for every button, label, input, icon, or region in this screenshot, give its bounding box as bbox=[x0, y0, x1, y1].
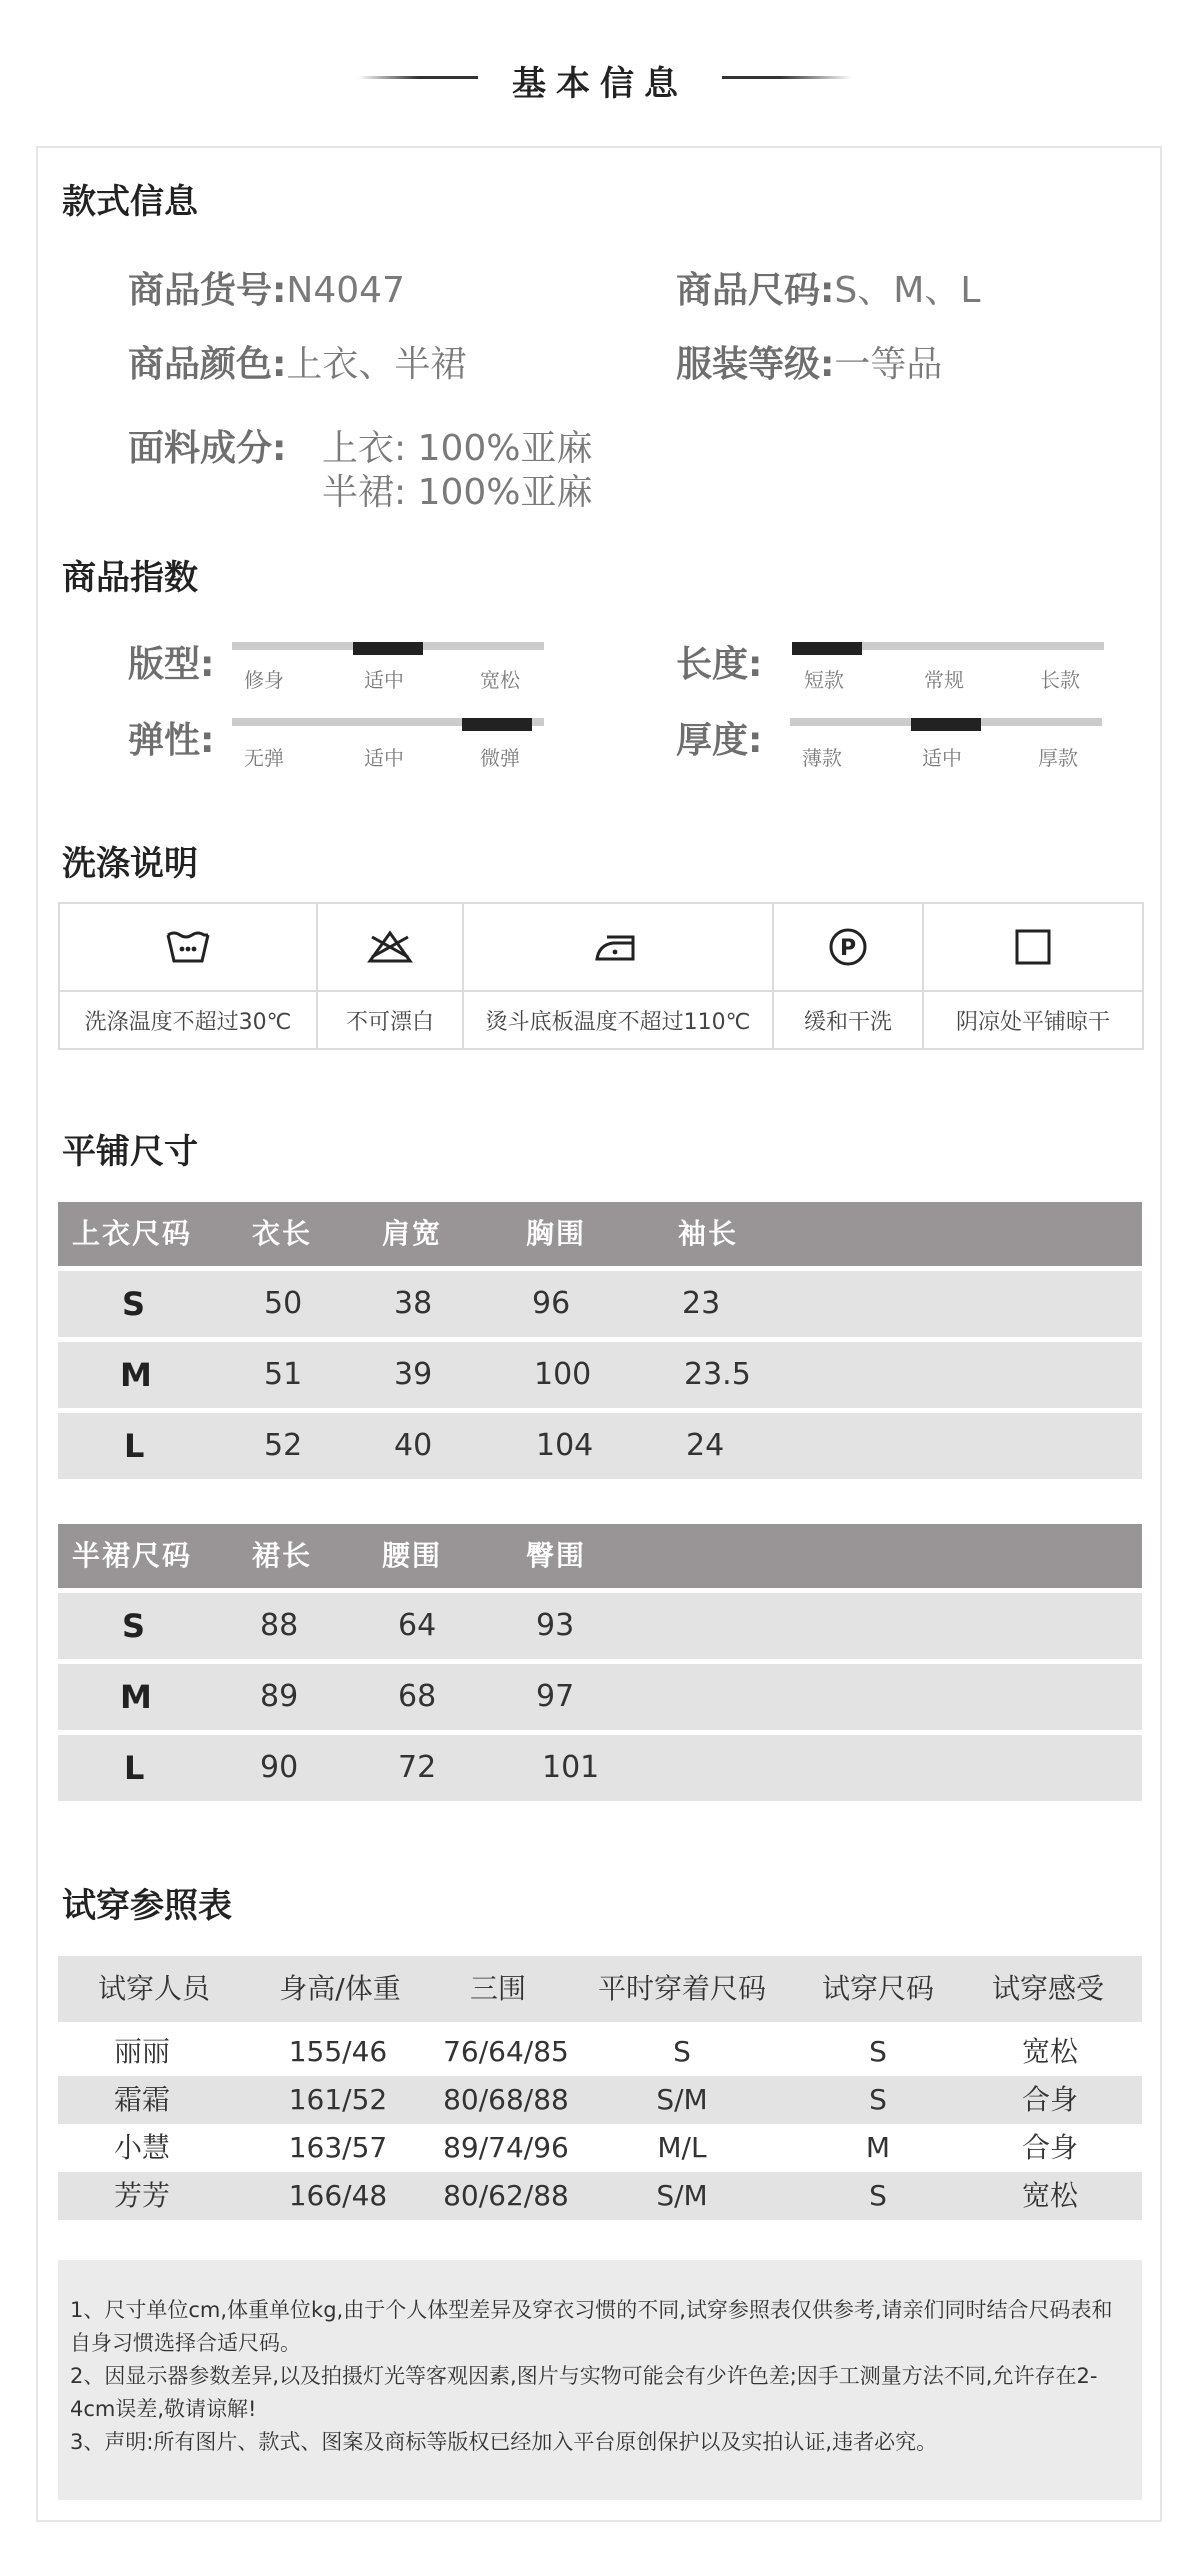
table-cell: 52 bbox=[264, 1428, 303, 1463]
table-cell: S bbox=[869, 2179, 887, 2212]
table-cell: 89/74/96 bbox=[443, 2131, 569, 2164]
length-scale-track bbox=[792, 642, 1104, 650]
notes-box bbox=[58, 2260, 1142, 2500]
size-cell: L bbox=[124, 1749, 145, 1787]
length-tick-1: 常规 bbox=[924, 668, 964, 692]
note-3: 3、声明:所有图片、款式、图案及商标等版权已经加入平台原创保护以及实拍认证,违者必究。 bbox=[70, 2430, 938, 2454]
table-cell: 166/48 bbox=[288, 2179, 388, 2212]
table-cell: M/L bbox=[657, 2131, 707, 2164]
table-cell: 88 bbox=[260, 1608, 299, 1643]
table-row bbox=[58, 1342, 1142, 1408]
table-cell: 72 bbox=[398, 1750, 437, 1785]
fabric-label: 面料成分: bbox=[128, 428, 287, 469]
table-row bbox=[58, 1735, 1142, 1801]
table-row bbox=[58, 1664, 1142, 1730]
dry-clean-p-icon bbox=[824, 925, 872, 969]
table-cell: 芳芳 bbox=[113, 2179, 171, 2212]
size-value: S、M、L bbox=[834, 270, 981, 311]
length-tick-2: 长款 bbox=[1040, 668, 1080, 692]
table-cell: 64 bbox=[398, 1608, 437, 1643]
table-header-row bbox=[58, 1202, 1142, 1266]
care-icon-cell bbox=[59, 903, 317, 991]
table-cell: S bbox=[673, 2035, 691, 2068]
size-cell: S bbox=[122, 1607, 146, 1645]
table-cell: 小慧 bbox=[113, 2131, 171, 2164]
care-text: 洗涤温度不超过30℃ bbox=[59, 991, 317, 1049]
table-cell: 39 bbox=[394, 1357, 433, 1392]
size-row bbox=[676, 262, 980, 313]
table-cell: 24 bbox=[686, 1428, 725, 1463]
header-divider-right bbox=[722, 76, 852, 79]
table-cell: 93 bbox=[536, 1608, 575, 1643]
table-cell: 104 bbox=[536, 1428, 594, 1463]
table-cell: 80/68/88 bbox=[443, 2083, 569, 2116]
table-cell: 合身 bbox=[1021, 2131, 1079, 2164]
item-no-value: N4047 bbox=[286, 270, 405, 311]
fit-label: 版型: bbox=[128, 644, 215, 685]
page-title: 基本信息 bbox=[512, 64, 688, 104]
color-value: 上衣、半裙 bbox=[286, 344, 467, 385]
care-text: 阴凉处平铺晾干 bbox=[923, 991, 1143, 1049]
fabric-skirt: 半裙: 100%亚麻 bbox=[322, 472, 593, 513]
header-cell: 腰围 bbox=[382, 1539, 443, 1572]
table-cell: 90 bbox=[260, 1750, 299, 1785]
color-label: 商品颜色: bbox=[128, 344, 287, 385]
thickness-tick-0: 薄款 bbox=[802, 746, 842, 770]
skirt-size-table bbox=[58, 1524, 1142, 1801]
flat-dry-shade-icon bbox=[1009, 925, 1057, 969]
elasticity-tick-1: 适中 bbox=[364, 746, 404, 770]
table-cell: 161/52 bbox=[288, 2083, 388, 2116]
table-cell: 霜霜 bbox=[113, 2083, 171, 2116]
try-on-table bbox=[58, 1956, 1142, 2220]
table-row bbox=[58, 2076, 1142, 2124]
thickness-scale-track bbox=[790, 718, 1102, 726]
header-cell: 试穿人员 bbox=[97, 1972, 211, 2005]
table-cell: 40 bbox=[394, 1428, 433, 1463]
elasticity-scale-track bbox=[232, 718, 544, 726]
table-header-row bbox=[58, 1524, 1142, 1588]
care-icon-cell bbox=[317, 903, 463, 991]
header-cell: 臀围 bbox=[526, 1539, 587, 1572]
fit-tick-2: 宽松 bbox=[480, 668, 520, 692]
table-cell: 23.5 bbox=[684, 1357, 751, 1392]
wash-30-icon bbox=[164, 927, 212, 967]
size-cell: S bbox=[122, 1285, 146, 1323]
no-bleach-icon bbox=[366, 927, 414, 967]
header-cell: 胸围 bbox=[526, 1217, 587, 1250]
care-icon-cell bbox=[463, 903, 773, 991]
grade-row bbox=[676, 336, 942, 387]
header-cell: 三围 bbox=[469, 1972, 527, 2005]
table-row bbox=[58, 2172, 1142, 2220]
fit-tick-1: 适中 bbox=[364, 668, 404, 692]
care-table bbox=[58, 902, 1144, 1050]
product-index-title: 商品指数 bbox=[62, 558, 198, 598]
header-divider-left bbox=[358, 76, 478, 79]
size-cell: L bbox=[124, 1427, 145, 1465]
size-cell: M bbox=[120, 1356, 152, 1394]
table-cell: 80/62/88 bbox=[443, 2179, 569, 2212]
table-row bbox=[58, 1271, 1142, 1337]
fit-scale-track bbox=[232, 642, 544, 650]
table-cell: S/M bbox=[656, 2083, 708, 2116]
table-cell: 合身 bbox=[1021, 2083, 1079, 2116]
table-cell: 155/46 bbox=[288, 2035, 388, 2068]
care-text: 烫斗底板温度不超过110℃ bbox=[463, 991, 773, 1049]
length-label: 长度: bbox=[676, 644, 763, 685]
fabric-top: 上衣: 100%亚麻 bbox=[322, 428, 593, 469]
table-row bbox=[58, 2124, 1142, 2172]
table-cell: 76/64/85 bbox=[443, 2035, 569, 2068]
table-row bbox=[58, 1413, 1142, 1479]
elasticity-scale-indicator bbox=[462, 718, 532, 731]
fit-tick-0: 修身 bbox=[244, 668, 284, 692]
care-title: 洗涤说明 bbox=[62, 844, 198, 884]
table-cell: 宽松 bbox=[1021, 2035, 1079, 2068]
grade-value: 一等品 bbox=[834, 344, 943, 385]
table-cell: 101 bbox=[542, 1750, 600, 1785]
item-no-label: 商品货号: bbox=[128, 270, 287, 311]
table-cell: 50 bbox=[264, 1286, 303, 1321]
table-cell: 68 bbox=[398, 1679, 437, 1714]
table-cell: S bbox=[869, 2083, 887, 2116]
try-on-title: 试穿参照表 bbox=[62, 1886, 232, 1926]
table-row bbox=[58, 2028, 1142, 2076]
care-icon-cell bbox=[773, 903, 923, 991]
header-cell: 试穿尺码 bbox=[821, 1972, 935, 2005]
fabric-label-wrap bbox=[128, 420, 286, 471]
table-cell: S/M bbox=[656, 2179, 708, 2212]
elasticity-label: 弹性: bbox=[128, 720, 215, 761]
elasticity-tick-2: 微弹 bbox=[480, 746, 520, 770]
table-cell: M bbox=[865, 2131, 891, 2164]
table-cell: 97 bbox=[536, 1679, 575, 1714]
length-tick-0: 短款 bbox=[804, 668, 844, 692]
header-cell: 肩宽 bbox=[382, 1217, 443, 1250]
elasticity-tick-0: 无弹 bbox=[244, 746, 284, 770]
header-cell: 袖长 bbox=[678, 1217, 739, 1250]
header-cell: 平时穿着尺码 bbox=[597, 1972, 767, 2005]
size-cell: M bbox=[120, 1678, 152, 1716]
table-cell: S bbox=[869, 2035, 887, 2068]
table-cell: 89 bbox=[260, 1679, 299, 1714]
header-cell: 裙长 bbox=[252, 1539, 313, 1572]
care-text: 缓和干洗 bbox=[773, 991, 923, 1049]
table-row bbox=[58, 1593, 1142, 1659]
header-cell: 上衣尺码 bbox=[72, 1217, 193, 1250]
section-header bbox=[0, 52, 1200, 102]
item-no-row bbox=[128, 262, 405, 313]
thickness-scale-indicator bbox=[911, 718, 981, 731]
note-1: 1、尺寸单位cm,体重单位kg,由于个人体型差异及穿衣习惯的不同,试穿参照表仅供参考,请亲们同时结合尺码表和自身习惯选择合适尺码。 bbox=[70, 2298, 1113, 2355]
thickness-label: 厚度: bbox=[676, 720, 763, 761]
table-cell: 100 bbox=[534, 1357, 592, 1392]
fit-scale-indicator bbox=[353, 642, 423, 655]
table-cell: 宽松 bbox=[1021, 2179, 1079, 2212]
length-scale-indicator bbox=[792, 642, 862, 655]
table-cell: 23 bbox=[682, 1286, 721, 1321]
size-label: 商品尺码: bbox=[676, 270, 835, 311]
color-row bbox=[128, 336, 466, 387]
table-cell: 38 bbox=[394, 1286, 433, 1321]
table-cell: 96 bbox=[532, 1286, 571, 1321]
grade-label: 服装等级: bbox=[676, 344, 835, 385]
header-cell: 半裙尺码 bbox=[72, 1539, 193, 1572]
header-cell: 衣长 bbox=[252, 1217, 313, 1250]
thickness-tick-2: 厚款 bbox=[1038, 746, 1078, 770]
iron-110-icon bbox=[593, 927, 643, 967]
dry-clean-letter: P bbox=[839, 936, 857, 961]
thickness-tick-1: 适中 bbox=[922, 746, 962, 770]
flat-size-title: 平铺尺寸 bbox=[62, 1132, 198, 1172]
care-text: 不可漂白 bbox=[317, 991, 463, 1049]
table-cell: 丽丽 bbox=[113, 2035, 171, 2068]
table-cell: 163/57 bbox=[288, 2131, 388, 2164]
care-icon-cell bbox=[923, 903, 1143, 991]
top-size-table bbox=[58, 1202, 1142, 1479]
note-2: 2、因显示器参数差异,以及拍摄灯光等客观因素,图片与实物可能会有少许色差;因手工测量方法不同,允许存在2-4cm误差,敬请谅解! bbox=[70, 2364, 1098, 2421]
table-cell: 51 bbox=[264, 1357, 303, 1392]
style-info-title: 款式信息 bbox=[62, 182, 198, 222]
table-header-row bbox=[58, 1956, 1142, 2022]
header-cell: 试穿感受 bbox=[991, 1972, 1105, 2005]
header-cell: 身高/体重 bbox=[279, 1972, 401, 2005]
